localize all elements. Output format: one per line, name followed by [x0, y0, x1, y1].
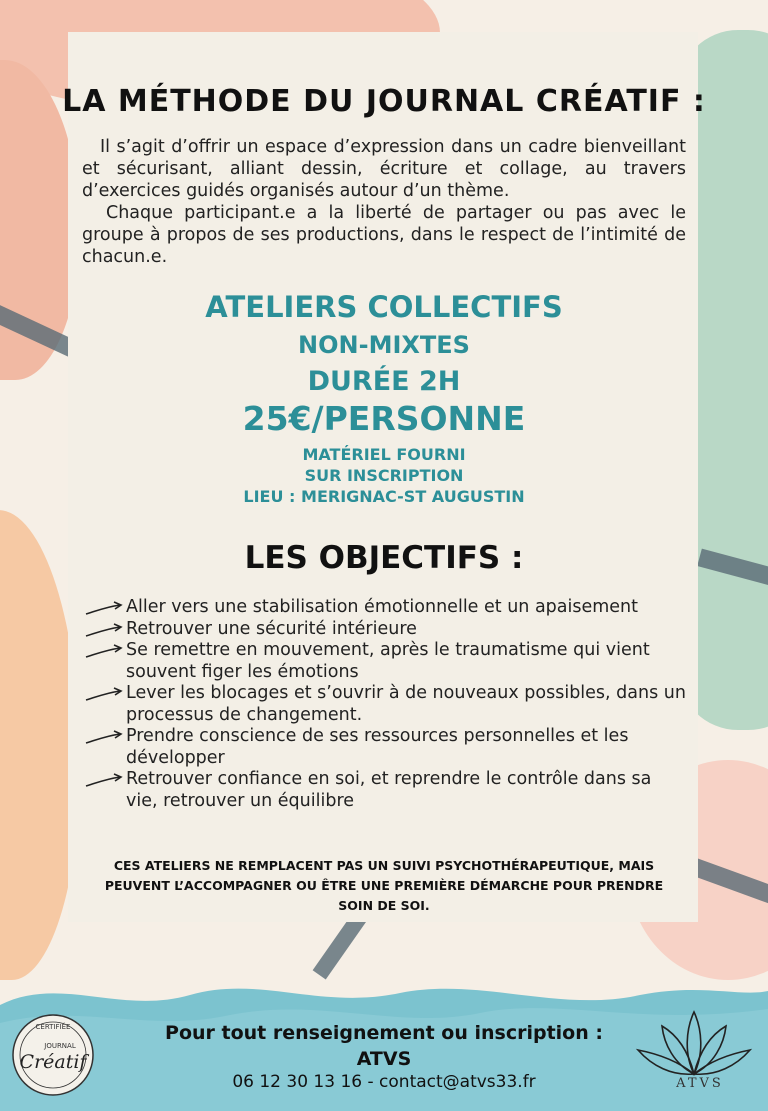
objective-text: Retrouver une sécurité intérieure [126, 618, 417, 639]
list-item [84, 769, 688, 812]
list-item [84, 726, 688, 769]
list-item [84, 683, 688, 726]
intro-text [82, 136, 686, 268]
arrow-icon [84, 730, 124, 746]
badge-top-text: CERTIFIÉE [35, 1023, 71, 1031]
list-item [84, 619, 688, 641]
list-item [84, 640, 688, 683]
objective-text: Retrouver confiance en soi, et reprendre le contrôle dans sa vie, retrouver un équilibre [126, 769, 652, 811]
disclaimer: CES ATELIERS NE REMPLACENT PAS UN SUIVI PSYCHOTHÉRAPEUTIQUE, MAIS PEUVENT L’ACCOMPAGNER OU ÊTRE UNE PREMIÈRE DÉMARCHE POUR PRENDRE SOIN DE SOI. [104, 858, 664, 913]
info-registration: SUR INSCRIPTION [304, 466, 464, 485]
info-material: MATÉRIEL FOURNI [302, 445, 466, 464]
objective-text: Prendre conscience de ses ressources personnelles et les développer [126, 726, 629, 768]
badge-journal-text: JOURNAL [44, 1042, 76, 1050]
objective-text: Lever les blocages et s’ouvrir à de nouveaux possibles, dans un processus de changement. [126, 683, 686, 725]
arrow-icon [84, 773, 124, 789]
page-title: LA MÉTHODE DU JOURNAL CRÉATIF : [62, 84, 706, 119]
objective-text: Aller vers une stabilisation émotionnelle et un apaisement [126, 597, 639, 617]
objectives-list [84, 597, 688, 812]
logo-text: ATVS [676, 1076, 724, 1091]
footer-heading: Pour tout renseignement ou inscription : [165, 1022, 603, 1044]
intro-paragraph: Chaque participant.e a la liberté de partager ou pas avec le groupe à propos de ses productions, dans le respect de l’intimité de chacun.e. [82, 203, 686, 267]
objectives-title: LES OBJECTIFS : [244, 540, 524, 576]
info-price: 25€/PERSONNE [242, 399, 526, 438]
info-duration: DURÉE 2H [307, 366, 461, 397]
info-location: LIEU : MERIGNAC-ST AUGUSTIN [243, 487, 525, 506]
intro-paragraph: Il s’agit d’offrir un espace d’expression dans un cadre bienveillant et sécurisant, alliant dessin, écriture et collage, au travers d’exercices guidés organisés autour d’un thème. [82, 137, 686, 201]
arrow-icon [84, 623, 124, 639]
info-non-mixed: NON-MIXTES [298, 331, 470, 359]
list-item [84, 597, 688, 619]
info-workshops: ATELIERS COLLECTIFS [205, 290, 563, 324]
footer-contact: 06 12 30 13 16 - contact@atvs33.fr [232, 1072, 536, 1092]
arrow-icon [84, 687, 124, 703]
footer-org: ATVS [356, 1048, 412, 1070]
arrow-icon [84, 601, 124, 617]
objective-text: Se remettre en mouvement, après le traumatisme qui vient souvent figer les émotions [126, 640, 650, 682]
arrow-icon [84, 644, 124, 660]
badge-script-text: Créatif [19, 1051, 87, 1073]
